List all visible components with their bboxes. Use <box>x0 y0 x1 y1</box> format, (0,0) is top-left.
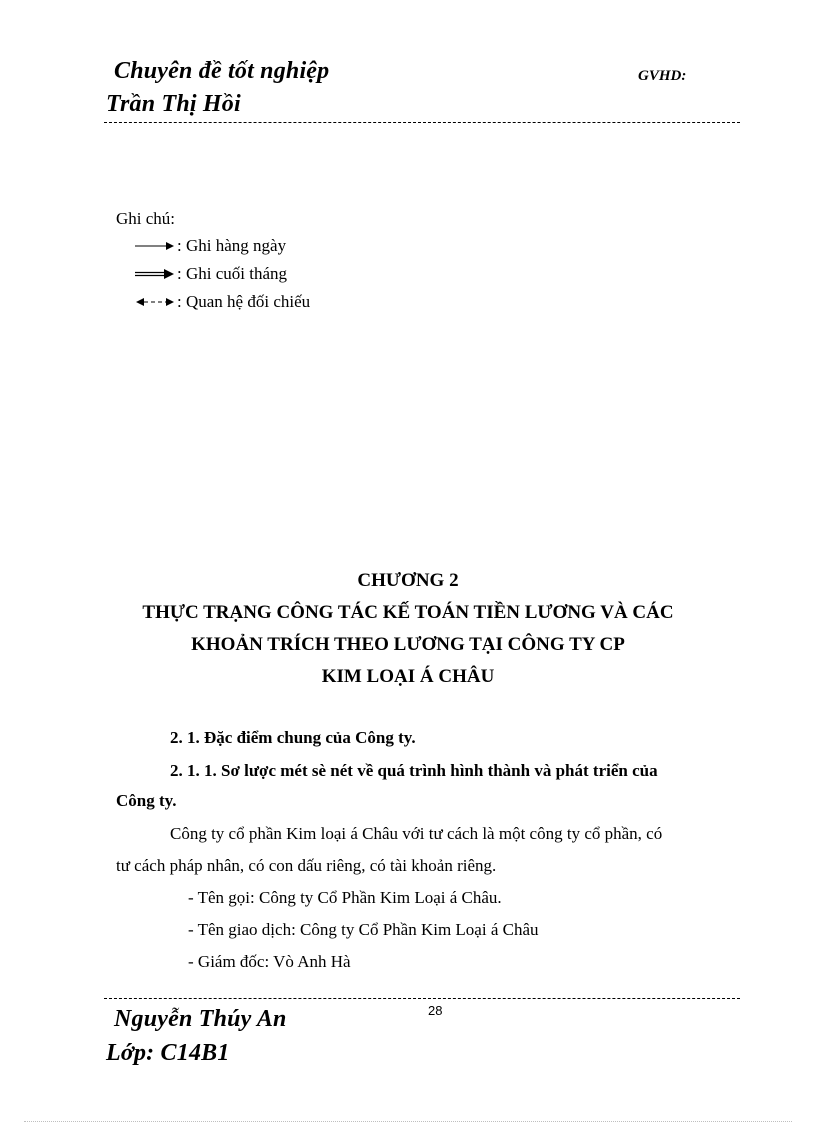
list-item: - Tên gọi: Công ty Cổ Phần Kim Loại á Châu. <box>188 888 502 907</box>
header-gvhd: GVHD: <box>638 68 687 84</box>
footer-class: Lớp: C14B1 <box>106 1040 230 1066</box>
page-number: 28 <box>428 1003 443 1018</box>
legend-item-daily <box>135 236 286 256</box>
paragraph-line: Công ty cổ phần Kim loại á Châu với tư cách là một công ty cổ phần, có <box>170 824 663 843</box>
chapter-title-line: KIM LOẠI Á CHÂU <box>321 666 495 687</box>
chapter-number: CHƯƠNG 2 <box>357 570 459 591</box>
footer-name: Nguyễn Thúy An <box>114 1006 287 1032</box>
legend-item-label: : Ghi hàng ngày <box>177 236 287 255</box>
section-heading: 2. 1. Đặc điểm chung của Công ty. <box>170 728 416 747</box>
dashed-bidirectional-arrow-icon <box>135 296 175 308</box>
paragraph-line: tư cách pháp nhân, có con dấu riêng, có tài khoản riêng. <box>116 856 497 875</box>
header-divider <box>104 122 740 123</box>
list-item: - Giám đốc: Vò Anh Hà <box>188 952 351 971</box>
legend-item-monthly <box>135 264 287 284</box>
chapter-title-line: KHOẢN TRÍCH THEO LƯƠNG TẠI CÔNG TY CP <box>191 634 625 655</box>
double-arrow-icon <box>135 268 175 280</box>
header-title: Chuyên đề tốt nghiệp <box>114 58 330 84</box>
legend-item-compare <box>135 292 310 312</box>
thin-arrow-icon <box>135 240 175 252</box>
page-bottom-edge <box>24 1121 792 1122</box>
legend-title: Ghi chú: <box>116 209 176 228</box>
subsection-heading: 2. 1. 1. Sơ lược mét sè nét về quá trình hình thành và phát triển của <box>170 761 658 780</box>
legend-item-label: : Ghi cuối tháng <box>177 264 288 283</box>
list-item: - Tên giao dịch: Công ty Cổ Phần Kim Loại á Châu <box>188 920 539 939</box>
subsection-heading-cont: Công ty. <box>116 791 177 810</box>
chapter-title-line: THỰC TRẠNG CÔNG TÁC KẾ TOÁN TIỀN LƯƠNG VÀ CÁC <box>142 602 674 623</box>
header-author: Trần Thị Hồi <box>106 91 241 117</box>
legend-item-label: : Quan hệ đối chiếu <box>177 292 311 311</box>
footer-divider <box>104 998 740 999</box>
